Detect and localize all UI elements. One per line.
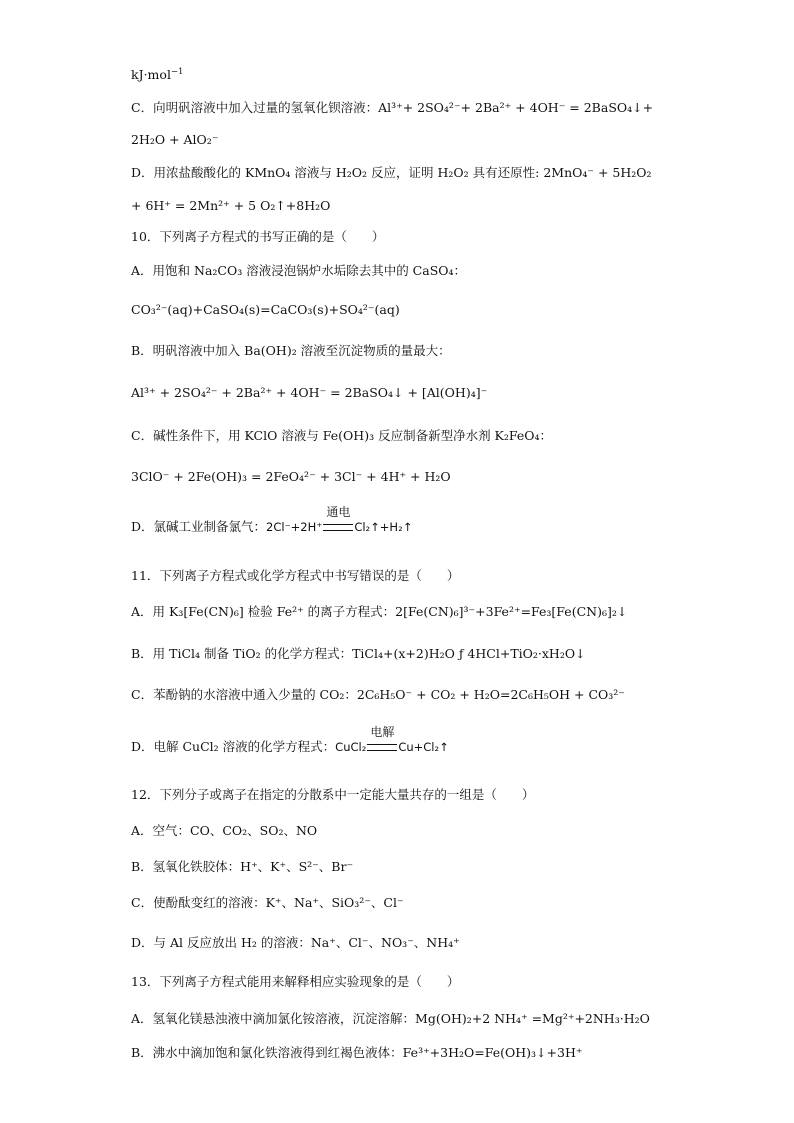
q10-option-d-condition-arrow (322, 505, 354, 536)
q10-option-a (131, 262, 466, 280)
q12-option-a-text: A．空气：CO、CO₂、SO₂、NO (131, 823, 318, 838)
option-c-q9-equation: Al³⁺+ 2SO₄²⁻+ 2Ba²⁺ + 4OH⁻ = 2BaSO₄↓+ (378, 100, 654, 115)
option-d-q9 (131, 164, 652, 182)
option-c-q9-equation-cont: 2H₂O + AlO₂⁻ (131, 132, 219, 147)
q10-option-c-equation (131, 468, 451, 486)
question-10 (131, 228, 384, 246)
equals-sign-icon (323, 524, 353, 531)
question-10-stem: 10．下列离子方程式的书写正确的是（ ） (131, 229, 385, 244)
q12-option-d (131, 934, 460, 952)
q11-option-d-condition: 电解 (370, 725, 395, 739)
question-13-stem: 13．下列离子方程式能用来解释相应实验现象的是（ ） (131, 974, 460, 989)
q10-option-b-eq: Al³⁺ + 2SO₄²⁻ + 2Ba²⁺ + 4OH⁻ = 2BaSO₄↓ + [Al(OH)₄]⁻ (131, 385, 488, 400)
q10-option-d (131, 505, 413, 536)
q11-option-b-text: B．用 TiCl₄ 制备 TiO₂ 的化学方程式：TiCl₄+(x+2)H₂O ƒ 4HCl+TiO₂·xH₂O↓ (131, 646, 586, 661)
question-12-stem: 12．下列分子或离子在指定的分散系中一定能大量共存的一组是（ ） (131, 787, 535, 802)
q12-option-b (131, 858, 353, 876)
q12-option-d-text: D．与 Al 反应放出 H₂ 的溶液：Na⁺、Cl⁻、NO₃⁻、NH₄⁺ (131, 935, 460, 950)
q10-option-b-text: B．明矾溶液中加入 Ba(OH)₂ 溶液至沉淀物质的量最大： (131, 343, 451, 358)
q13-option-b-text: B．沸水中滴加饱和氯化铁溶液得到红褐色液体：Fe³⁺+3H₂O=Fe(OH)₃↓+3H⁺ (131, 1045, 583, 1060)
q13-option-a (131, 1010, 650, 1028)
q11-option-c-text: C．苯酚钠的水溶液中通入少量的 CO₂：2C₆H₅O⁻ + CO₂ + H₂O=2C₆H₅OH + CO₃²⁻ (131, 687, 625, 702)
question-11-stem: 11．下列离子方程式或化学方程式中书写错误的是（ ） (131, 568, 460, 583)
q10-option-a-equation (131, 301, 400, 319)
q10-option-c-text: C．碱性条件下，用 KClO 溶液与 Fe(OH)₃ 反应制备新型净水剂 K₂FeO₄： (131, 428, 553, 443)
q11-option-a-text: A．用 K₃[Fe(CN)₆] 检验 Fe²⁺ 的离子方程式：2[Fe(CN)₆]³⁻+3Fe²⁺=Fe₃[Fe(CN)₆]₂↓ (131, 604, 628, 619)
q10-option-c-eq: 3ClO⁻ + 2Fe(OH)₃ = 2FeO₄²⁻ + 3Cl⁻ + 4H⁺ + H₂O (131, 469, 451, 484)
q12-option-c-text: C．使酚酞变红的溶液：K⁺、Na⁺、SiO₃²⁻、Cl⁻ (131, 895, 404, 910)
text-line-unit (131, 66, 183, 84)
option-d-q9-cont (131, 197, 330, 215)
q10-option-d-reactants: 2Cl⁻+2H⁺ (266, 520, 323, 534)
q10-option-c (131, 427, 552, 445)
unit-exponent: −1 (170, 66, 184, 77)
option-c-q9 (131, 99, 653, 117)
q11-option-c (131, 686, 625, 704)
option-c-q9-text: C．向明矾溶液中加入过量的氢氧化钡溶液： (131, 100, 379, 115)
option-c-q9-cont (131, 131, 218, 149)
question-11 (131, 567, 459, 585)
q10-option-d-condition: 通电 (326, 505, 351, 519)
q10-option-b (131, 342, 451, 360)
question-12 (131, 786, 534, 804)
q10-option-a-text: A．用饱和 Na₂CO₃ 溶液浸泡锅炉水垢除去其中的 CaSO₄： (131, 263, 467, 278)
q11-option-d-products: Cu+Cl₂↑ (398, 740, 449, 754)
q10-option-a-eq: CO₃²⁻(aq)+CaSO₄(s)=CaCO₃(s)+SO₄²⁻(aq) (131, 302, 400, 317)
q12-option-a (131, 822, 317, 840)
question-13 (131, 973, 459, 991)
q13-option-a-text: A．氢氧化镁悬浊液中滴加氯化铵溶液，沉淀溶解：Mg(OH)₂+2 NH₄⁺ =Mg²⁺+2NH₃·H₂O (131, 1011, 650, 1026)
q11-option-b (131, 645, 586, 663)
option-d-q9-text: D．用浓盐酸酸化的 KMnO₄ 溶液与 H₂O₂ 反应，证明 H₂O₂ 具有还原性: 2MnO₄⁻ + 5H₂O₂ (131, 165, 652, 180)
q10-option-d-text: D．氯碱工业制备氯气： (131, 519, 267, 534)
q11-option-d-reactant: CuCl₂ (335, 740, 367, 754)
unit-text: kJ·mol (131, 67, 171, 82)
q11-option-d (131, 725, 449, 756)
q11-option-d-text: D．电解 CuCl₂ 溶液的化学方程式： (131, 739, 336, 754)
q12-option-c (131, 894, 404, 912)
q11-option-a (131, 603, 627, 621)
q10-option-d-products: Cl₂↑+H₂↑ (354, 520, 413, 534)
q12-option-b-text: B．氢氧化铁胶体：H⁺、K⁺、S²⁻、Br⁻ (131, 859, 354, 874)
q10-option-b-equation (131, 384, 487, 402)
q13-option-b (131, 1044, 582, 1062)
option-d-q9-equation: + 6H⁺ = 2Mn²⁺ + 5 O₂↑+8H₂O (131, 198, 331, 213)
equals-sign-icon (367, 744, 397, 751)
q11-option-d-condition-arrow (366, 725, 398, 756)
